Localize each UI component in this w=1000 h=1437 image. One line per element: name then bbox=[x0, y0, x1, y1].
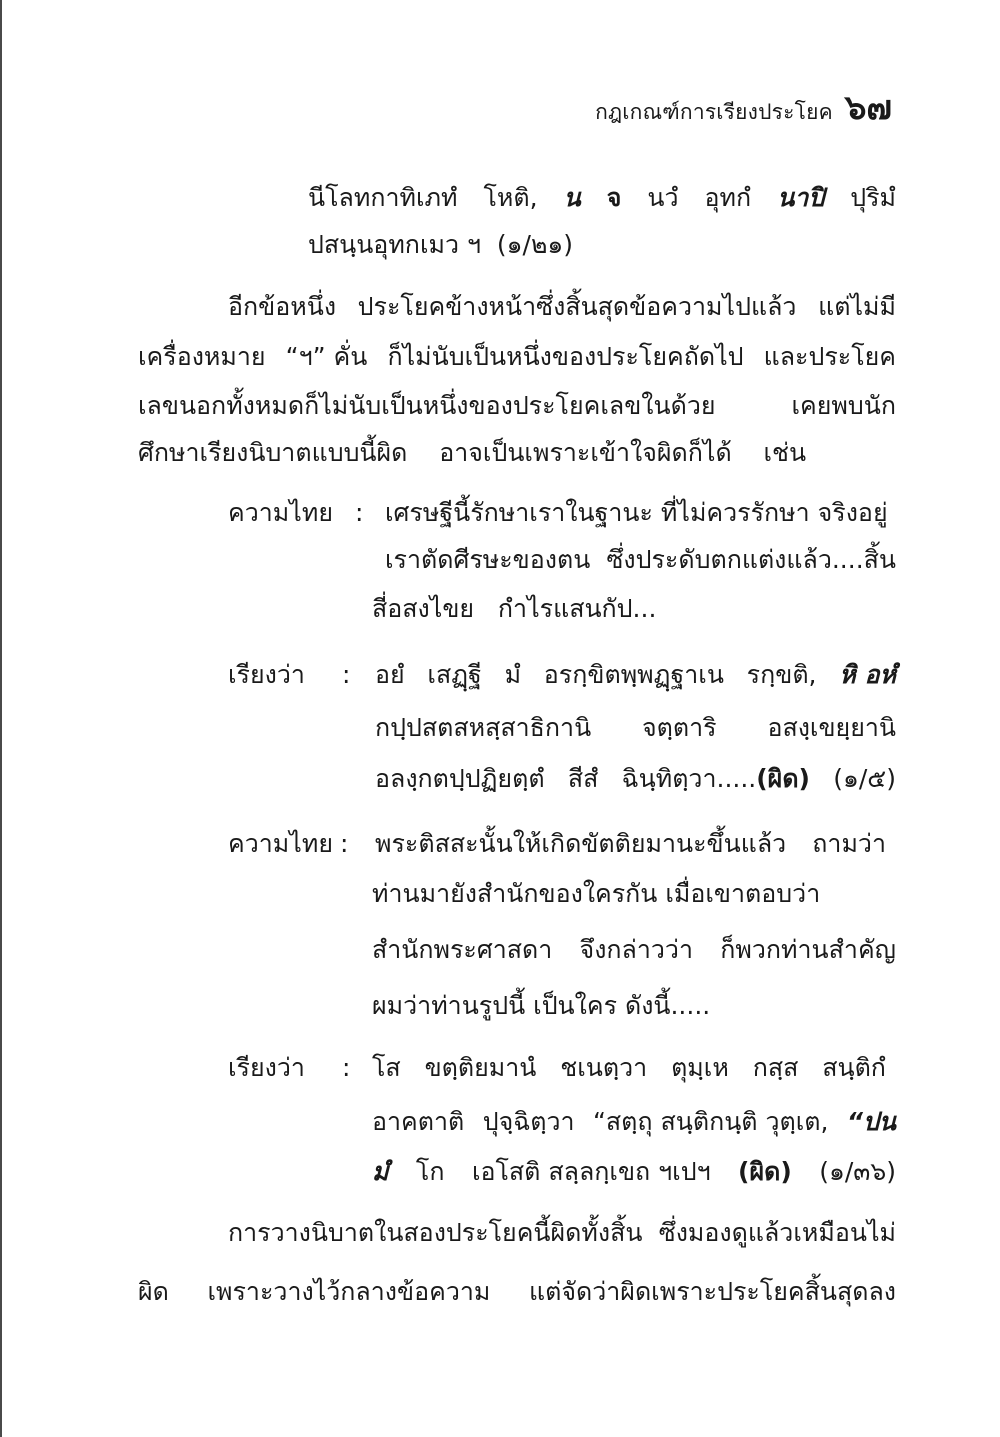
text: ก็ไม่นับเป็นหนึ่งของประโยคถัดไป bbox=[387, 342, 744, 371]
example-2-pali-line-2 bbox=[372, 1104, 896, 1140]
text: แต่ไม่มี bbox=[818, 292, 896, 321]
label-colon: : bbox=[342, 660, 351, 689]
page-left-border bbox=[0, 0, 2, 1437]
text: เราตัดศีรษะของตน bbox=[385, 545, 591, 574]
emphasis-text: มํ bbox=[372, 1157, 389, 1186]
example-1-thai-line-3 bbox=[372, 591, 656, 627]
text: ปุจฺฉิตฺวา bbox=[482, 1107, 575, 1136]
text: อาจเป็นเพราะเข้าใจผิดก็ได้ bbox=[439, 438, 732, 467]
text: เครื่องหมาย bbox=[138, 342, 266, 371]
text: จตฺตาริ bbox=[642, 713, 717, 742]
text: เลขนอกทั้งหมดก็ไม่นับเป็นหนึ่งของประโยคเลขในด้วย bbox=[138, 391, 716, 420]
text: กำไรแสนกัป... bbox=[497, 594, 657, 623]
text: ปุริมํ bbox=[850, 183, 896, 212]
example-1-pali-line-1 bbox=[375, 657, 896, 693]
emphasis-text: นาปิ bbox=[777, 183, 825, 212]
text: ประโยคข้างหน้าซึ่งสิ้นสุดข้อความไปแล้ว bbox=[357, 292, 797, 321]
text: อลงฺกตปฺปฏิยตฺตํ bbox=[375, 764, 545, 793]
text: เสฏฺฐี bbox=[427, 660, 482, 689]
verdict-wrong: (ผิด) bbox=[756, 764, 810, 793]
paragraph-2-line-1 bbox=[228, 1215, 896, 1251]
text: สำนักพระศาสดา bbox=[372, 935, 553, 964]
text: แต่จัดว่าผิดเพราะประโยคสิ้นสุดลง bbox=[528, 1277, 896, 1306]
text: ตุมฺเห bbox=[671, 1053, 729, 1082]
paragraph-1-line-2 bbox=[138, 339, 896, 375]
text: “สตฺถุ สนฺติกนฺติ วุตฺเต, bbox=[592, 1107, 829, 1136]
text: จึงกล่าวว่า bbox=[579, 935, 694, 964]
thai-label: ความไทย bbox=[228, 829, 333, 858]
text: อสงฺเขยฺยานิ bbox=[767, 713, 896, 742]
text: ซึ่งประดับตกแต่งแล้ว....สิ้น bbox=[606, 545, 896, 574]
text: โส bbox=[372, 1053, 401, 1082]
text: โหติ, bbox=[483, 183, 538, 212]
example-2-thai-line-3 bbox=[372, 932, 896, 968]
emphasis-text: น bbox=[563, 183, 581, 212]
example-2-thai-line-1 bbox=[375, 826, 886, 862]
example-2-thai-line-2: ท่านมายังสำนักของใครกัน เมื่อเขาตอบว่า bbox=[372, 879, 821, 908]
emphasis-text: จ bbox=[606, 183, 622, 212]
text: โก bbox=[415, 1157, 445, 1186]
text: อุทกํ bbox=[704, 183, 752, 212]
text: กสฺส bbox=[752, 1053, 799, 1082]
text: การวางนิบาตในสองประโยคนี้ผิดทั้งสิ้น bbox=[228, 1218, 643, 1247]
text: เพราะวางไว้กลางข้อความ bbox=[207, 1277, 491, 1306]
text: อรกฺขิตพฺพฏฺฐาเน bbox=[543, 660, 724, 689]
text: “ฯ” คั่น bbox=[285, 342, 368, 371]
text: ศึกษาเรียงนิบาตแบบนี้ผิด bbox=[138, 438, 408, 467]
text: กปฺปสตสหสฺสาธิกานิ bbox=[375, 713, 592, 742]
text: นวํ bbox=[647, 183, 679, 212]
example-2-pali-line-3 bbox=[372, 1154, 896, 1190]
emphasis-text: “ปน bbox=[846, 1107, 896, 1136]
intro-pali-line-1 bbox=[308, 180, 896, 216]
text: และประโยค bbox=[763, 342, 896, 371]
example-2-thai-line-4: ผมว่าท่านรูปนี้ เป็นใคร ดังนี้..... bbox=[372, 991, 711, 1020]
text: ก็พวกท่านสำคัญ bbox=[720, 935, 896, 964]
text: เคยพบนัก bbox=[791, 391, 896, 420]
text: พระติสสะนั้นให้เกิดขัตติยมานะขึ้นแล้ว bbox=[375, 829, 787, 858]
pali-label: เรียงว่า bbox=[228, 1053, 305, 1082]
text: ผิด bbox=[138, 1277, 169, 1306]
text: ขตฺติยมานํ bbox=[424, 1053, 537, 1082]
label-colon: : bbox=[342, 1053, 351, 1082]
text: ฉินฺทิตฺวา..... bbox=[621, 764, 757, 793]
citation: (๑/๒๑) bbox=[496, 230, 574, 259]
verdict-wrong: (ผิด) bbox=[738, 1157, 792, 1186]
text: รกฺขติ, bbox=[746, 660, 817, 689]
citation: (๑/๓๖) bbox=[819, 1157, 896, 1186]
label-colon: : bbox=[340, 829, 349, 858]
text: สีสํ bbox=[567, 764, 599, 793]
example-1-pali-line-2 bbox=[375, 710, 896, 746]
text: ถามว่า bbox=[812, 829, 886, 858]
text: อาคตาติ bbox=[372, 1107, 465, 1136]
header-title: กฎเกณฑ์การเรียงประโยค bbox=[595, 100, 833, 124]
text: สี่อสงไขย bbox=[372, 594, 475, 623]
paragraph-1-line-1 bbox=[228, 289, 896, 325]
example-1-thai-line-2 bbox=[385, 542, 896, 578]
running-header bbox=[595, 80, 892, 130]
text: อีกข้อหนึ่ง bbox=[228, 292, 337, 321]
example-1-thai-line-1: เศรษฐีนี้รักษาเราในฐานะ ที่ไม่ควรรักษา จริงอยู่ bbox=[385, 498, 888, 527]
text: นีโลทกาทิเภทํ bbox=[308, 183, 458, 212]
text: เช่น bbox=[763, 438, 807, 467]
text: ซึ่งมองดูแล้วเหมือนไม่ bbox=[658, 1218, 896, 1247]
thai-label: ความไทย bbox=[228, 498, 333, 527]
example-2-pali-line-1 bbox=[372, 1050, 886, 1086]
intro-pali-line-2 bbox=[308, 227, 573, 263]
pali-label: เรียงว่า bbox=[228, 660, 305, 689]
text: เอโสติ สลฺลกฺเขถ ฯเปฯ bbox=[471, 1157, 711, 1186]
emphasis-text: หิ อหํ bbox=[839, 660, 896, 689]
page-number: ๖๗ bbox=[844, 88, 892, 128]
paragraph-2-line-2 bbox=[138, 1274, 896, 1310]
example-1-pali-line-3 bbox=[375, 761, 896, 797]
paragraph-1-line-4 bbox=[138, 435, 806, 471]
text: สนฺติกํ bbox=[822, 1053, 886, 1082]
text: ปสนฺนอุทกเมว ฯ bbox=[308, 230, 481, 259]
text: มํ bbox=[504, 660, 522, 689]
citation: (๑/๕) bbox=[833, 764, 896, 793]
paragraph-1-line-3 bbox=[138, 388, 896, 424]
text: อยํ bbox=[375, 660, 405, 689]
text: ชเนตฺวา bbox=[560, 1053, 648, 1082]
label-colon: : bbox=[355, 498, 364, 527]
